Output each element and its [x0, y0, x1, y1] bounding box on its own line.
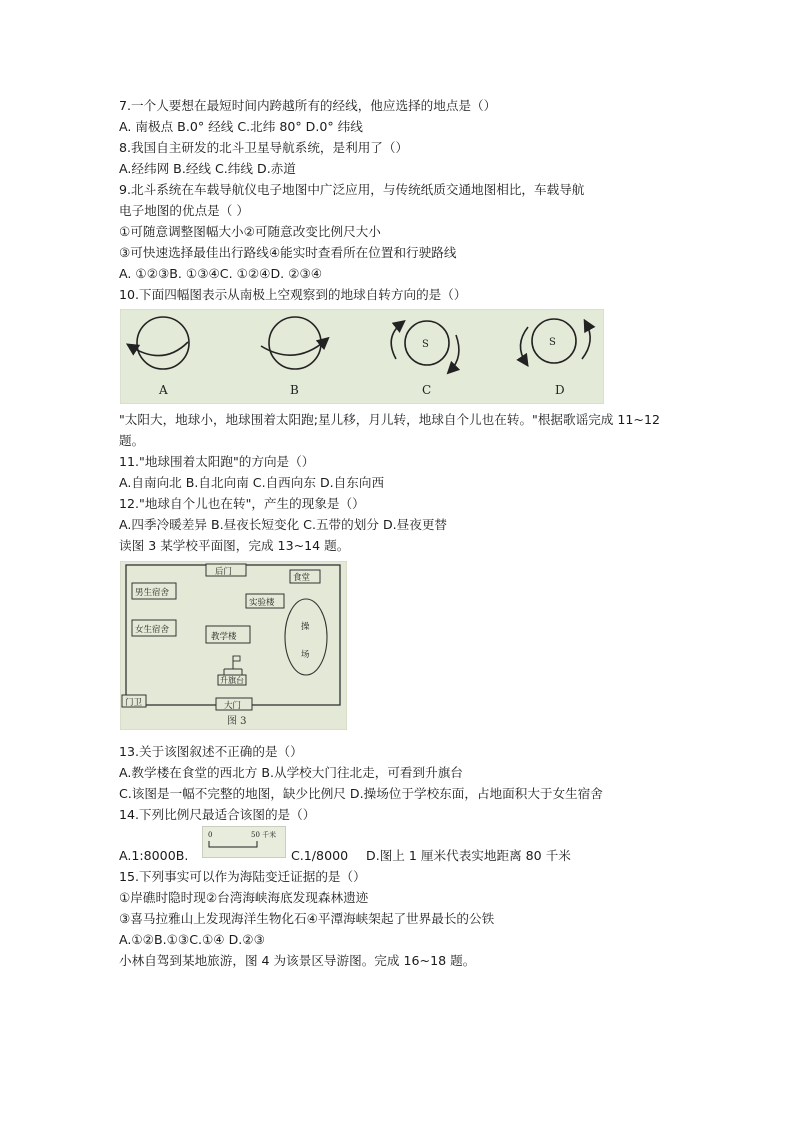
back-gate-label: 后门 — [215, 567, 233, 577]
rotation-label-b: B — [290, 383, 299, 397]
q9-options: A. ①②③B. ①③④C. ①②④D. ②③④ — [119, 266, 323, 281]
boys-dorm-label: 男生宿舍 — [135, 588, 170, 598]
q7-options: A. 南极点 B.0° 经线 C.北纬 80° D.0° 纬线 — [119, 119, 363, 134]
fig4-intro: 小林自驾到某地旅游，图 4 为该景区导游图。完成 16~18 题。 — [119, 953, 476, 968]
q15-options: A.①②B.①③C.①④ D.②③ — [119, 932, 265, 947]
teaching-building-label: 教学楼 — [211, 632, 237, 642]
lab-building-label: 实验楼 — [249, 598, 275, 608]
q7-stem: 7.一个人要想在最短时间内跨越所有的经线，他应选择的地点是（） — [119, 98, 497, 113]
q9-statement-2: ③可快速选择最佳出行路线④能实时查看所在位置和行驶路线 — [119, 245, 457, 260]
q15-statement-1: ①岸礁时隐时现②台湾海峡海底发现森林遗迹 — [119, 890, 369, 905]
q9-statement-1: ①可随意调整图幅大小②可随意改变比例尺大小 — [119, 224, 381, 239]
main-gate-label: 大门 — [224, 701, 242, 711]
q8-options: A.经纬网 B.经线 C.纬线 D.赤道 — [119, 161, 296, 176]
q8-stem: 8.我国自主研发的北斗卫星导航系统，是利用了（） — [119, 140, 409, 155]
q11-stem: 11."地球围着太阳跑"的方向是（） — [119, 454, 315, 469]
song-lyrics-line2: 题。 — [119, 433, 145, 448]
flag-platform-label: 升旗台 — [220, 676, 244, 685]
q14-stem: 14.下列比例尺最适合该图的是（） — [119, 807, 316, 822]
q14-option-b-scale-bar — [202, 826, 286, 858]
guard-room-label: 门卫 — [125, 698, 143, 708]
q14-option-d: D.图上 1 厘米代表实地距离 80 千米 — [366, 848, 571, 863]
rotation-label-d: D — [555, 383, 565, 397]
fig3-intro: 读图 3 某学校平面图，完成 13~14 题。 — [119, 538, 350, 553]
playground-label-1: 操 — [301, 622, 310, 632]
rotation-label-a: A — [159, 383, 168, 397]
girls-dorm-label: 女生宿舍 — [135, 625, 170, 635]
rotation-label-c: C — [422, 383, 432, 397]
q11-options: A.自南向北 B.自北向南 C.自西向东 D.自东向西 — [119, 475, 385, 490]
scale-bar-distance: 50 千米 — [251, 831, 277, 839]
q13-stem: 13.关于该图叙述不正确的是（） — [119, 744, 303, 759]
q10-stem: 10.下面四幅图表示从南极上空观察到的地球自转方向的是（） — [119, 287, 467, 302]
scale-bar-zero: 0 — [208, 831, 213, 839]
pole-label-c: S — [422, 339, 429, 350]
q15-statement-2: ③喜马拉雅山上发现海洋生物化石④平潭海峡架起了世界最长的公铁 — [119, 911, 495, 926]
q9-stem-line2: 电子地图的优点是（ ） — [119, 203, 249, 218]
canteen-label: 食堂 — [293, 573, 311, 583]
school-plan-figure — [120, 561, 347, 730]
playground-label-2: 场 — [301, 650, 310, 660]
q12-stem: 12."地球自个儿也在转"，产生的现象是（） — [119, 496, 365, 511]
q9-stem-line1: 9.北斗系统在车载导航仪电子地图中广泛应用，与传统纸质交通地图相比，车载导航 — [119, 182, 585, 197]
q13-options-cd: C.该图是一幅不完整的地图，缺少比例尺 D.操场位于学校东面，占地面积大于女生宿舍 — [119, 786, 603, 801]
q15-stem: 15.下列事实可以作为海陆变迁证据的是（） — [119, 869, 366, 884]
pole-label-d: S — [549, 337, 556, 348]
rotation-figure — [120, 309, 604, 404]
q14-option-c: C.1/8000 — [291, 848, 349, 863]
q14-option-a: A.1:8000B. — [119, 848, 189, 863]
q12-options: A.四季冷暖差异 B.昼夜长短变化 C.五带的划分 D.昼夜更替 — [119, 517, 448, 532]
q13-options-ab: A.教学楼在食堂的西北方 B.从学校大门往北走，可看到升旗台 — [119, 765, 463, 780]
song-lyrics-line1: "太阳大，地球小，地球围着太阳跑;星儿移，月儿转，地球自个儿也在转。"根据歌谣完成 11~12 — [119, 412, 660, 427]
figure-3-caption: 图 3 — [227, 716, 247, 727]
